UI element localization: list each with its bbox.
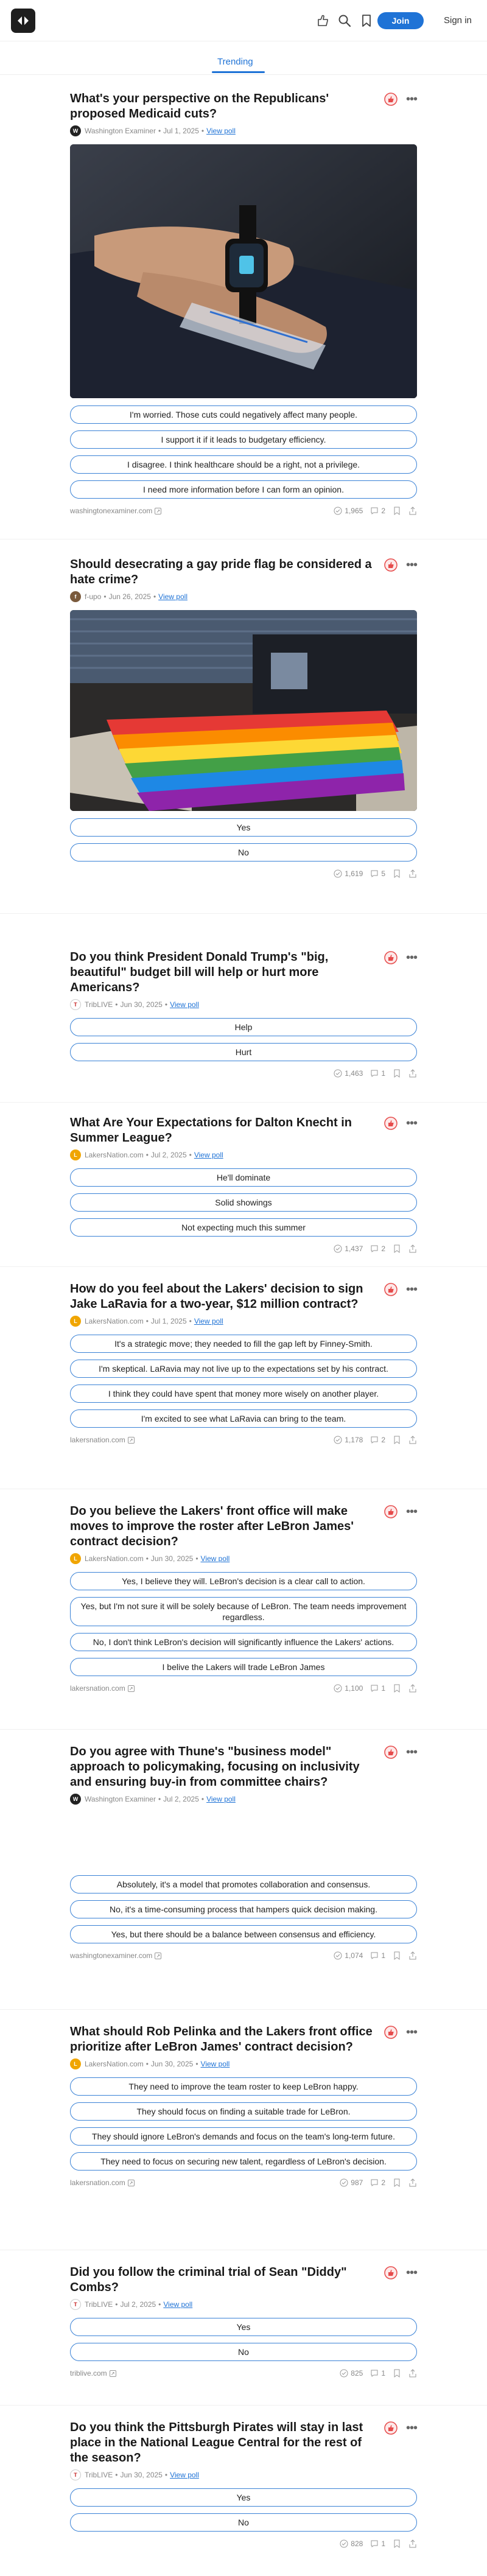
vote-count: 1,178 [345,1436,363,1444]
share-icon[interactable] [408,1951,417,1960]
vote-count-icon [334,507,342,515]
poll-card [70,91,417,516]
poll-option[interactable]: No [70,2343,417,2361]
share-icon[interactable] [408,869,417,878]
external-link-icon[interactable]: ↗ [110,2370,116,2377]
source-link[interactable]: washingtonexaminer.com [70,1951,153,1960]
poll-source[interactable]: Washington Examiner [85,1795,156,1803]
bookmark-icon[interactable] [393,2178,401,2187]
share-icon[interactable] [408,2178,417,2187]
poll-actions [384,1117,417,1130]
share-icon[interactable] [408,507,417,515]
poll-meta: W Washington Examiner • Jul 1, 2025 • View poll [70,125,417,137]
comment-icon[interactable] [370,1069,379,1078]
vote-count-icon [334,1951,342,1960]
avatar: L [70,1149,81,1160]
comment-count: 2 [381,507,385,515]
vote-count-icon [334,1436,342,1444]
poll-card [70,2420,417,2549]
bookmark-icon[interactable] [393,2539,401,2548]
more-options-icon[interactable]: ••• [405,951,417,964]
poll-source[interactable]: LakersNation.com [85,1151,144,1159]
vote-badge-icon[interactable] [384,951,398,964]
comment-icon[interactable] [370,1684,379,1693]
view-poll-link[interactable]: View poll [200,1554,230,1563]
poll-meta: L LakersNation.com • Jul 1, 2025 • View poll [70,1315,417,1327]
poll-date: Jul 1, 2025 [150,1317,187,1325]
tab-trending[interactable]: Trending [217,57,253,67]
poll-option[interactable]: I think they could have spent that money more wisely on another player. [70,1385,417,1403]
poll-source[interactable]: TribLIVE [85,2471,113,2479]
comment-count: 5 [381,869,385,878]
poll-date: Jun 30, 2025 [150,2060,194,2068]
poll-source[interactable]: TribLIVE [85,2300,113,2309]
poll-option[interactable]: Yes [70,2488,417,2507]
share-icon[interactable] [408,1069,417,1078]
source-link[interactable]: lakersnation.com [70,1436,125,1444]
comment-icon[interactable] [370,1951,379,1960]
avatar: L [70,1553,81,1564]
poll-card [70,1282,417,1445]
share-icon[interactable] [408,1244,417,1253]
view-poll-link[interactable]: View poll [158,592,187,601]
external-link-icon[interactable]: ↗ [155,508,161,514]
vote-count: 825 [351,2369,363,2378]
avatar: W [70,1794,81,1805]
comment-count: 1 [381,2369,385,2378]
vote-count: 1,437 [345,1244,363,1253]
signin-link[interactable]: Sign in [444,15,472,26]
poll-source[interactable]: LakersNation.com [85,2060,144,2068]
poll-option[interactable]: I need more information before I can form an opinion. [70,480,417,499]
more-options-icon[interactable]: ••• [405,93,417,106]
avatar: W [70,125,81,136]
poll-option[interactable]: Yes [70,2318,417,2336]
poll-title[interactable]: What Are Your Expectations for Dalton Knecht in Summer League? [70,1116,352,1145]
poll-option[interactable]: I support it if it leads to budgetary efficiency. [70,430,417,449]
poll-option[interactable]: No [70,843,417,862]
avatar: f [70,591,81,602]
more-options-icon[interactable]: ••• [405,1746,417,1759]
tab-bar [0,41,487,75]
vote-count: 1,463 [345,1069,363,1078]
comment-icon[interactable] [370,507,379,515]
share-icon[interactable] [408,1436,417,1444]
poll-actions [384,93,417,106]
poll-option[interactable]: He'll dominate [70,1168,417,1187]
divider [0,913,487,914]
poll-option[interactable]: I'm skeptical. LaRavia may not live up to the expectations set by his contract. [70,1360,417,1378]
divider [0,2405,487,2406]
poll-option[interactable]: Yes [70,818,417,837]
poll-title[interactable]: Did you follow the criminal trial of Sean "Diddy" Combs? [70,2265,347,2294]
poll-date: Jun 30, 2025 [120,2471,163,2479]
source-link[interactable]: lakersnation.com [70,2178,125,2187]
poll-actions [384,2026,417,2039]
poll-footer [70,1243,417,1254]
divider [0,1266,487,1267]
avatar: T [70,2299,81,2310]
vote-count: 1,965 [345,507,363,515]
search-icon[interactable] [337,13,352,28]
bookmark-icon[interactable] [393,1244,401,1253]
vote-count-icon [340,2539,348,2548]
poll-option[interactable]: Solid showings [70,1193,417,1212]
avatar: T [70,2469,81,2480]
comment-icon[interactable] [370,2369,379,2378]
more-options-icon[interactable]: ••• [405,1117,417,1130]
poll-date: Jul 2, 2025 [150,1151,187,1159]
vote-count: 1,100 [345,1684,363,1693]
external-link-icon[interactable]: ↗ [128,2180,135,2186]
vote-count: 828 [351,2539,363,2548]
vote-count-icon [334,1244,342,1253]
poll-footer [70,1434,417,1445]
avatar: L [70,2058,81,2069]
poll-title[interactable]: What should Rob Pelinka and the Lakers front office prioritize after LeBron James' contract decision? [70,2025,373,2054]
more-options-icon[interactable]: ••• [405,2421,417,2435]
poll-card [70,950,417,1079]
vote-badge-icon[interactable] [384,2421,398,2435]
comment-count: 2 [381,1436,385,1444]
poll-source[interactable]: LakersNation.com [85,1317,144,1325]
poll-meta: T TribLIVE • Jul 2, 2025 • View poll [70,2298,417,2311]
vote-count-icon [340,2178,348,2187]
external-link-icon[interactable]: ↗ [128,1437,135,1444]
poll-actions [384,951,417,964]
poll-card [70,1504,417,1694]
poll-meta: f f-upo • Jun 26, 2025 • View poll [70,591,417,603]
poll-meta: L LakersNation.com • Jun 30, 2025 • View poll [70,2058,417,2070]
divider [0,2009,487,2010]
avatar: L [70,1316,81,1327]
divider [0,1102,487,1103]
vote-badge-icon[interactable] [384,1505,398,1518]
poll-option[interactable]: They should ignore LeBron's demands and focus on the team's long-term future. [70,2127,417,2146]
poll-meta: L LakersNation.com • Jul 2, 2025 • View poll [70,1149,417,1161]
poll-footer [70,1068,417,1079]
poll-card [70,2265,417,2379]
poll-date: Jun 26, 2025 [108,592,151,601]
more-options-icon[interactable]: ••• [405,2266,417,2279]
poll-title[interactable]: Do you think President Donald Trump's "big, beautiful" budget bill will help or hurt more Americans? [70,950,329,994]
poll-option[interactable]: They should focus on finding a suitable trade for LeBron. [70,2102,417,2121]
comment-count: 1 [381,1684,385,1693]
bookmark-icon[interactable] [359,13,374,28]
poll-footer [70,868,417,879]
poll-footer [70,2177,417,2188]
bookmark-icon[interactable] [393,869,401,878]
view-poll-link[interactable]: View poll [163,2300,193,2309]
poll-option[interactable]: No, I don't think LeBron's decision will significantly influence the Lakers' actions. [70,1633,417,1651]
view-poll-link[interactable]: View poll [170,2471,199,2479]
poll-meta: T TribLIVE • Jun 30, 2025 • View poll [70,998,417,1011]
poll-title[interactable]: Do you believe the Lakers' front office will make moves to improve the roster after LeBron James' contract decision? [70,1504,354,1548]
source-link[interactable]: washingtonexaminer.com [70,507,153,515]
poll-title[interactable]: How do you feel about the Lakers' decision to sign Jake LaRavia for a two-year, $12 million contract? [70,1282,363,1311]
more-options-icon[interactable]: ••• [405,1283,417,1296]
poll-title[interactable]: Do you think the Pittsburgh Pirates will stay in last place in the National League Central for the rest of the season? [70,2421,363,2465]
more-options-icon[interactable]: ••• [405,558,417,572]
poll-actions [384,1283,417,1296]
poll-source[interactable]: Washington Examiner [85,127,156,135]
poll-image [70,610,417,811]
external-link-icon[interactable]: ↗ [155,1953,161,1959]
poll-footer [70,1683,417,1694]
poll-option[interactable]: Yes, but there should be a balance between consensus and efficiency. [70,1925,417,1943]
vote-badge-icon[interactable] [384,2266,398,2279]
more-options-icon[interactable]: ••• [405,1505,417,1518]
comment-count: 1 [381,1951,385,1960]
poll-option[interactable]: I disagree. I think healthcare should be a right, not a privilege. [70,455,417,474]
poll-option[interactable]: Hurt [70,1043,417,1061]
vote-count-icon [334,1069,342,1078]
poll-card [70,1744,417,1961]
vote-count: 1,619 [345,869,363,878]
poll-option[interactable]: I belive the Lakers will trade LeBron James [70,1658,417,1676]
share-icon[interactable] [408,2369,417,2378]
poll-date: Jul 2, 2025 [163,1795,199,1803]
vote-badge-icon[interactable] [384,93,398,106]
poll-option[interactable]: Absolutely, it's a model that promotes collaboration and consensus. [70,1875,417,1893]
poll-actions [384,1505,417,1518]
poll-option[interactable]: Yes, I believe they will. LeBron's decision is a clear call to action. [70,1572,417,1590]
poll-meta: T TribLIVE • Jun 30, 2025 • View poll [70,2469,417,2481]
poll-option[interactable]: Yes, but I'm not sure it will be solely because of LeBron. The team needs improvement regardless. [70,1597,417,1626]
poll-card [70,1115,417,1254]
comment-count: 1 [381,1069,385,1078]
vote-count: 987 [351,2178,363,2187]
avatar: T [70,999,81,1010]
poll-image [70,144,417,398]
view-poll-link[interactable]: View poll [194,1151,223,1159]
poll-option[interactable]: No, it's a time-consuming process that hampers quick decision making. [70,1900,417,1918]
vote-count-icon [334,1684,342,1693]
poll-option[interactable]: I'm worried. Those cuts could negatively affect many people. [70,405,417,424]
poll-date: Jun 30, 2025 [120,1000,163,1009]
poll-actions [384,2421,417,2435]
tab-underline [212,71,265,73]
comment-count: 2 [381,1244,385,1253]
poll-card [70,2024,417,2188]
bookmark-icon[interactable] [393,1436,401,1444]
poll-actions [384,1746,417,1759]
logo-icon[interactable] [11,9,35,33]
poll-option[interactable]: They need to improve the team roster to keep LeBron happy. [70,2077,417,2096]
source-link[interactable]: triblive.com [70,2369,107,2378]
poll-actions [384,558,417,572]
comment-icon[interactable] [370,1244,379,1253]
poll-title[interactable]: Should desecrating a gay pride flag be considered a hate crime? [70,558,372,586]
poll-title[interactable]: Do you agree with Thune's "business model" approach to policymaking, focusing on inclusivity and ensuring buy-in from committee chairs? [70,1745,360,1789]
comment-icon[interactable] [370,2539,379,2548]
poll-meta: W Washington Examiner • Jul 2, 2025 • View poll [70,1793,417,1805]
view-poll-link[interactable]: View poll [170,1000,199,1009]
more-options-icon[interactable]: ••• [405,2026,417,2039]
poll-option[interactable]: Not expecting much this summer [70,1218,417,1237]
poll-source[interactable]: f-upo [85,592,102,601]
poll-option[interactable]: Help [70,1018,417,1036]
vote-count: 1,074 [345,1951,363,1960]
bookmark-icon[interactable] [393,2369,401,2378]
divider [0,1729,487,1730]
poll-card [70,557,417,879]
bookmark-icon[interactable] [393,1069,401,1078]
vote-count-icon [340,2369,348,2378]
bookmark-icon[interactable] [393,507,401,515]
poll-footer [70,2368,417,2379]
vote-badge-icon[interactable] [384,558,398,572]
poll-date: Jun 30, 2025 [150,1554,194,1563]
source-link[interactable]: lakersnation.com [70,1684,125,1693]
comment-icon[interactable] [370,1436,379,1444]
join-button[interactable]: Join [377,12,424,29]
share-icon[interactable] [408,2539,417,2548]
bookmark-icon[interactable] [393,1684,401,1693]
vote-badge-icon[interactable] [384,2026,398,2039]
poll-meta: L LakersNation.com • Jun 30, 2025 • View poll [70,1553,417,1565]
poll-actions [384,2266,417,2279]
poll-source[interactable]: TribLIVE [85,1000,113,1009]
vote-badge-icon[interactable] [384,1283,398,1296]
share-icon[interactable] [408,1684,417,1693]
comment-icon[interactable] [370,869,379,878]
top-header [0,0,487,41]
poll-source[interactable]: LakersNation.com [85,1554,144,1563]
poll-footer [70,1950,417,1961]
comment-icon[interactable] [370,2178,379,2187]
vote-badge-icon[interactable] [384,1117,398,1130]
poll-date: Jul 2, 2025 [120,2300,156,2309]
view-poll-link[interactable]: View poll [206,1795,236,1803]
vote-count-icon [334,869,342,878]
bookmark-icon[interactable] [393,1951,401,1960]
poll-option[interactable]: They need to focus on securing new talent, regardless of LeBron's decision. [70,2152,417,2171]
poll-footer [70,2538,417,2549]
external-link-icon[interactable]: ↗ [128,1685,135,1692]
comment-count: 2 [381,2178,385,2187]
poll-footer [70,505,417,516]
poll-option[interactable]: No [70,2513,417,2532]
comment-count: 1 [381,2539,385,2548]
view-poll-link[interactable]: View poll [194,1317,223,1325]
poll-date: Jul 1, 2025 [163,127,199,135]
vote-badge-icon[interactable] [384,1746,398,1759]
vote-hand-icon[interactable] [315,13,330,28]
view-poll-link[interactable]: View poll [206,127,236,135]
poll-option[interactable]: It's a strategic move; they needed to fill the gap left by Finney-Smith. [70,1335,417,1353]
poll-option[interactable]: I'm excited to see what LaRavia can bring to the team. [70,1409,417,1428]
poll-title[interactable]: What's your perspective on the Republicans' proposed Medicaid cuts? [70,92,329,121]
view-poll-link[interactable]: View poll [200,2060,230,2068]
